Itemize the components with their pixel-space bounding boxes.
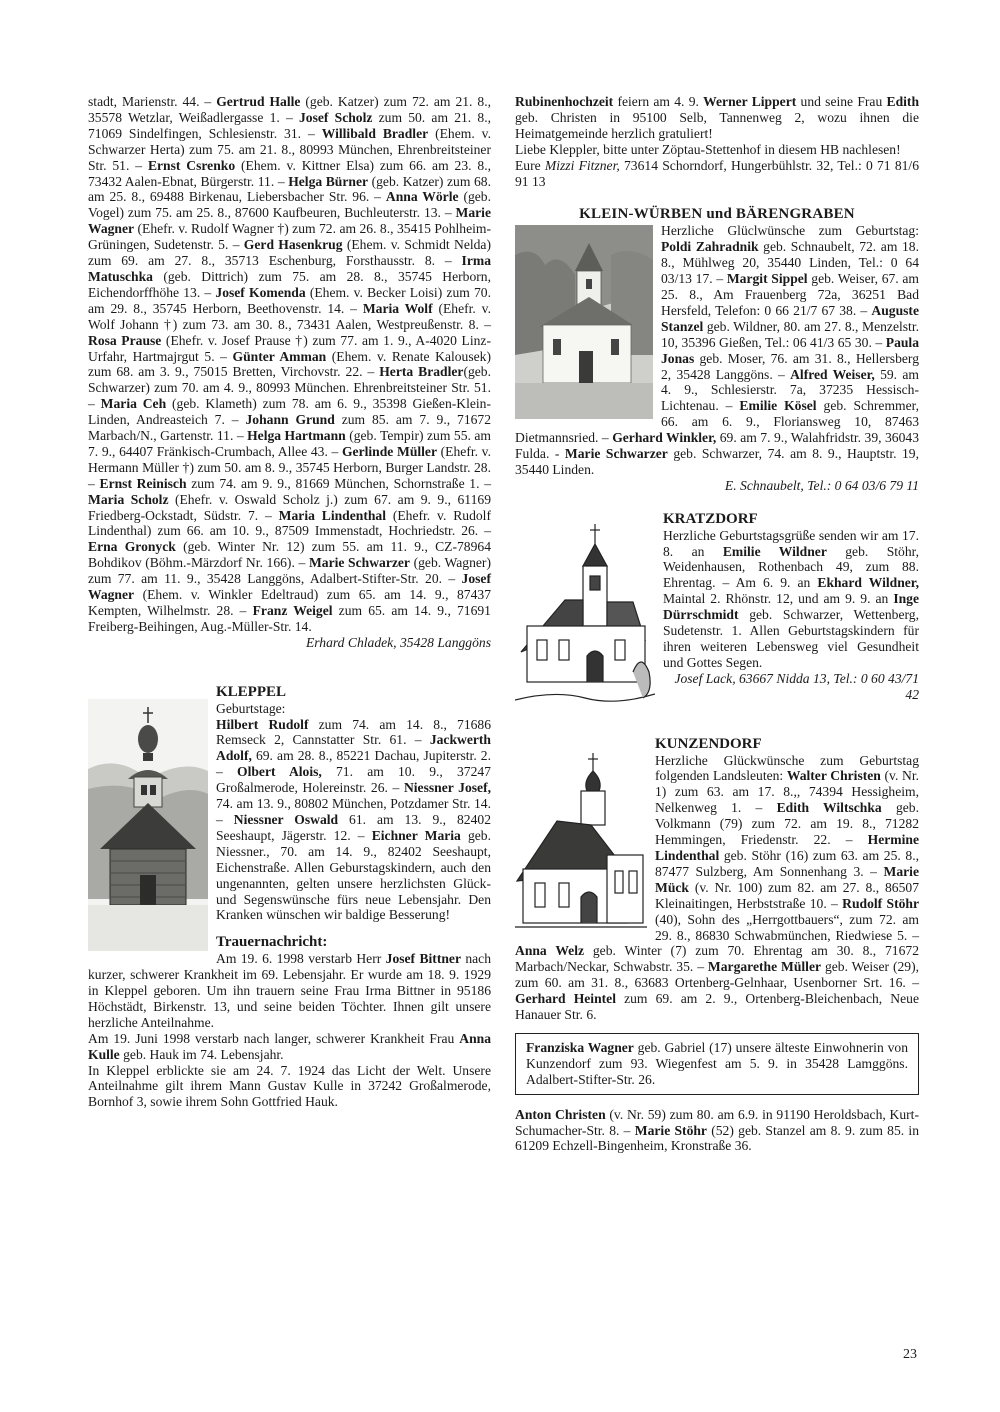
trauer-heading: Trauernachricht: — [216, 934, 328, 951]
kratzdorf-section — [515, 512, 919, 703]
kleppel-intro: Geburtstage: — [216, 700, 286, 716]
kleppel-section — [88, 685, 491, 924]
kunzendorf-heading: KUNZENDORF — [655, 735, 762, 752]
kleppel-chapel-photo — [88, 699, 208, 951]
franziska-wagner-box — [515, 1033, 919, 1095]
kunzendorf-last-entry: Anton Christen (v. Nr. 59) zum 80. am 6.9. in 91190 Heroldsbach, Kurt-Schumacher-Str. 8. – Marie Stöhr (52) geb. Stanzel am 8. 9. zum 85. in 61209 Echzell-Bingenheim, Kronstraße 36. — [515, 1106, 919, 1154]
rubin-text: Rubinenhochzeit feiern am 4. 9. Werner Lippert und seine Frau Edith geb. Christen in 95100 Selb, Tannenweg 2, wozu ihnen die Heimatgemeinde herzlich gratuliert! — [515, 94, 920, 141]
kratzdorf-heading: KRATZDORF — [663, 510, 758, 527]
kratzdorf-signature: Josef Lack, 63667 Nidda 13, Tel.: 0 60 43/71 42 — [674, 670, 919, 702]
franziska-wagner-text: Franziska Wagner geb. Gabriel (17) unsere älteste Einwohnerin von Kunzendorf zum 93. Wiegenfest am 5. 9. in 35428 Lamggöns. Adalbert-Stifter-Str. 26. — [526, 1039, 908, 1087]
left-column — [88, 94, 491, 1110]
kleppel-heading: KLEPPEL — [216, 683, 287, 700]
rubin-signature: Eure Mizzi Fitzner, 73614 Schorndorf, Hungerbühlstr. 32, Tel.: 0 71 81/6 91 13 — [515, 157, 920, 189]
signature-chladek: Erhard Chladek, 35428 Langgöns — [305, 634, 491, 650]
kratzdorf-church-drawing — [515, 522, 655, 712]
klein-wuerben-section — [515, 207, 919, 493]
birthday-list-continued: stadt, Marienstr. 44. – Gertrud Halle (geb. Katzer) zum 72. am 21. 8., 35578 Wetzlar, Weißadlergasse 1. – Josef Scholz zum 50. am 21. 8., 71069 Sindelfingen, Schlesienstr. 31. – Willibald Bradler (Ehem. v. Schwarzer Herta) zum 75. am 21. 8., 80993 München, Ehrenbreitsteiner Str. 51. – Ernst Csrenko (Ehem. v. Kittner Elsa) zum 66. am 23. 8., 73432 Aalen-Ebnat, Bürgerstr. 11. – Helga Bürner (geb. Katzer) zum 68. am 25. 8., 69488 Birkenau, Liebersbacher Str. 96. – Anna Wörle (geb. Vogel) zum 75. am 25. 8., 87600 Kaufbeuren, Buchleuterstr. 13. – Marie Wagner (Ehefr. v. Rudolf Wagner †) zum 72. am 26. 8., 35415 Pohlheim-Grüningen, Sudetenstr. 5. – Gerd Hasenkrug (Ehem. v. Schmidt Nelda) zum 69. am 27. 8., 35713 Eschenburg, Forsthausstr. 8. – Irma Matuschka (geb. Dittrich) zum 75. am 28. 8., 35745 Herborn, Eichendorffhöhe 13. – Josef Komenda (Ehem. v. Becker Loisi) zum 70. am 29. 8., 35745 Herborn, Beethovenstr. 14. – Maria Wolf (Ehefr. v. Wolf Johann †) zum 73. am 30. 8., 73431 Aalen, Westpreußenstr. 8. – Rosa Prause (Ehefr. v. Josef Prause †) zum 77. am 1. 9., A-4020 Linz-Urfahr, Hartmajrgut 5. – Günter Amman (Ehem. v. Renate Kalousek) zum 68. am 3. 9., 75015 Bretten, Virchovstr. 22. – Herta Bradler(geb. Schwarzer) zum 70. am 4. 9., 80993 München. Ehrenbreitsteiner Str. 51. – Maria Ceh (geb. Klameth) zum 78. am 6. 9., 35398 Gießen-Klein-Linden, Andreasteich 7. – Johann Grund zum 85. am 7. 9., 71672 Marbach/N., Gartenstr. 11. – Helga Hartmann (geb. Tempir) zum 55. am 7. 9., 64407 Fränkisch-Crumbach, Allee 43. – Gerlinde Müller (Ehefr. v. Hermann Müller †) zum 50. am 8. 9., 35745 Herborn, Burger Landstr. 28. – Ernst Reinisch zum 74. am 9. 9., 81669 München, Schornstraße 1. – Maria Scholz (Ehefr. v. Oswald Scholz j.) zum 67. am 9. 9., 61169 Friedberg-Ockstadt, Südstr. 7. – Maria Lindenthal (Ehefr. v. Rudolf Lindenthal) zum 66. am 10. 9., 87509 Immenstadt, Hochriedstr. 26. – Erna Gronyck (geb. Winter Nr. 12) zum 55. am 11. 9., CZ-78964 Bohdikov (Böhm.-Märzdorf Nr. 166). – Marie Schwarzer (geb. Wagner) zum 77. am 11. 9., 35428 Langgöns, Adalbert-Stifter-Str. 20. – Josef Wagner (Ehem. v. Winkler Edeltraud) zum 65. am 14. 9., 87437 Kempten, Wilhelmstr. 28. – Franz Weigel zum 65. am 14. 9., 71691 Freiberg-Beihingen, Aug.-Müller-Str. 14. — [88, 94, 492, 634]
klein-wuerben-signature: E. Schnaubelt, Tel.: 0 64 03/6 79 11 — [724, 477, 919, 493]
kleppel-birthdays: Hilbert Rudolf zum 74. am 14. 8., 71686 Remseck 2, Cannstatter Str. 61. – Jackwerth Adolf, 69. am 28. 8., 85221 Dachau, Jupiterstr. 2. – Olbert Alois, 71. am 10. 9., 37247 Großalmerode, Holereinstr. 26. – Niessner Josef, 74. am 13. 9., 80802 München, Potzdamer Str. 14. – Niessner Oswald 61. am 13. 9., 82402 Seeshaupt, Jägerstr. 12. – Eichner Maria geb. Niessner., 70. am 14. 9., 82402 Seeshaupt, Eichenstraße. Allen Geburstagskindern, auch den ungenannten, gelten unsere herzlichsten Glück- und Segenswünsche fürs neue Lebensjahr. Den Kranken wünschen wir baldige Besserung! — [216, 716, 492, 923]
trauer-section — [88, 935, 491, 1110]
trauer-bittner: Am 19. 6. 1998 verstarb Herr Josef Bittner nach kurzer, schwerer Krankheit im 69. Lebensjahr. Er wurde am 18. 9. 1929 in Kleppel geboren. Um ihn trauern seine Frau Irma Bittner in 95186 Höchstädt, Birkenstr. 13, und seine beiden Töchter. Ihnen gilt unsere herzliche Anteilnahme. — [88, 951, 492, 1030]
right-column — [515, 94, 919, 1154]
rubin-note: Liebe Kleppler, bitte unter Zöptau-Stettenhof in diesem HB nachlesen! — [515, 141, 901, 157]
klein-wuerben-heading: KLEIN-WÜRBEN und BÄRENGRABEN — [579, 206, 855, 223]
trauer-kulle-cont: In Kleppel erblickte sie am 24. 7. 1924 das Licht der Welt. Unsere Anteilnahme gilt ihrem Mann Gustav Kulle in 37242 Großalmerode, Bornhof 3, sowie ihrem Sohn Gottfried Hauk. — [88, 1062, 491, 1110]
klein-wuerben-chapel-photo — [515, 225, 653, 419]
trauer-kulle: Am 19. Juni 1998 verstarb nach langer, schwerer Krankheit Frau Anna Kulle geb. Hauk im 74. Lebensjahr. — [88, 1030, 491, 1062]
klein-wuerben-birthdays: Herzliche Glüclwünsche zum Geburtstag: Poldi Zahradnik geb. Schnaubelt, 72. am 18. 8., Mühlweg 20, 35440 Linden, Tel.: 0 64 03/13 17. – Margit Sippel geb. Weiser, 67. am 25. 8., Am Frauenberg 72a, 36251 Bad Hersfeld, Telefon: 0 66 21/7 67 38. – Auguste Stanzel geb. Wildner, 80. am 27. 8., Menzelstr. 10, 35396 Gießen, Tel.: 06 41/3 65 30. – Paula Jonas geb. Moser, 76. am 31. 8., Hellersberg 2, 35428 Langgöns. – Alfred Weiser, 59. am 4. 9., Schlesierstr. 7a, 37235 Hessisch-Lichtenau. – Emilie Kösel geb. Schremmer, 66. am 6. 9., Floriansweg 10, 87463 Dietmannsried. – Gerhard Winkler, 69. am 7. 9., Walahfridstr. 39, 36043 Fulda. - Marie Schwarzer geb. Schwarzer, 74. am 8. 9., Hauptstr. 19, 35440 Linden. — [515, 223, 920, 477]
kunzendorf-church-drawing — [515, 751, 647, 933]
page-number: 23 — [903, 1347, 917, 1362]
kunzendorf-section — [515, 737, 919, 1155]
kunzendorf-birthdays: Herzliche Glückwünsche zum Geburtstag folgenden Landsleuten: Walter Christen (v. Nr. 1) zum 63. am 17. 8.,, 74394 Hessigheim, Nelkenweg 1. – Edith Wiltschka geb. Volkmann (79) zum 72. am 19. 8., 71282 Hemmingen, Friedenstr. 22. – Hermine Lindenthal geb. Stöhr (16) zum 63. am 25. 8., 87477 Sulzberg, Am Sonnenhang 3. – Marie Mück (v. Nr. 100) zum 82. am 27. 8., 86507 Kleinaitingen, Herbststraße 10. – Rudolf Stöhr (40), Sohn des „Herrgottbauers“, zum 72. am 29. 8., 86830 Schwabmünchen, Riedwiese 5. – Anna Welz geb. Winter (7) zum 70. Ehrentag am 30. 8., 71672 Marbach/Neckar, Schwabstr. 35. – Margarethe Müller geb. Weiser (29), zum 60. am 31. 8., 63683 Ortenberg-Gelnhaar, Usenborner Srt. 16. – Gerhard Heintel zum 69. am 2. 9., Ortenberg-Bleichenbach, Neue Hanauer Str. 6. — [515, 752, 919, 1023]
kratzdorf-text: Herzliche Geburtstagsgrüße senden wir am 17. 8. an Emilie Wildner geb. Stöhr, Weidenhausen, Rothenbach 49, zum 88. Ehrentag. – Am 6. 9. an Ekhard Wildner, Maintal 2. Rhönstr. 12, und am 9. 9. an Inge Dürrschmidt geb. Schwarzer, Wettenberg, Sudetenstr. 1. Allen Geburtstagskindern für ihren weiteren Lebensweg viel Gesundheit und Gottes Segen. — [663, 527, 920, 670]
